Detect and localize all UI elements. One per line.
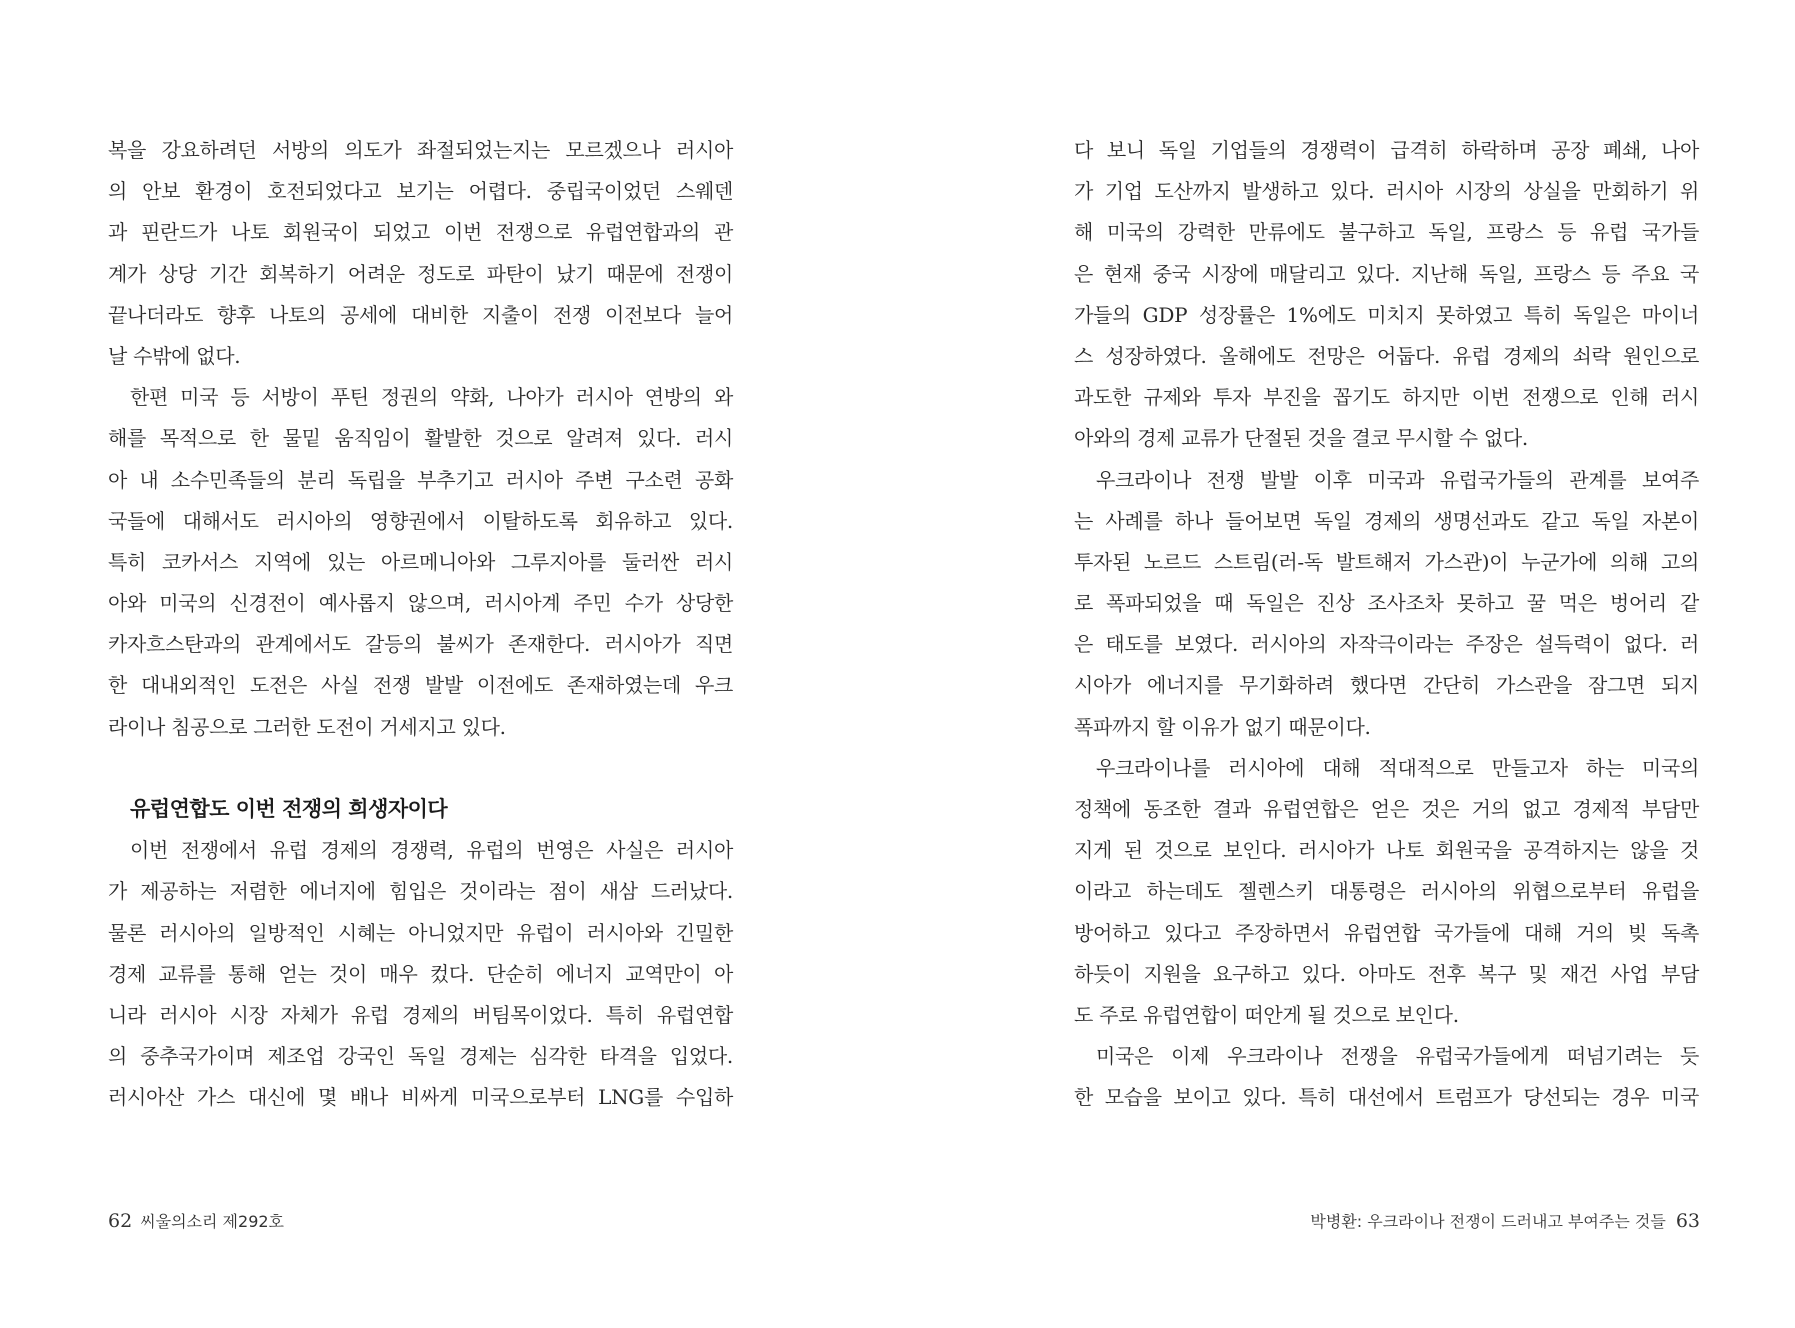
publication-title: 씨울의소리 제292호 — [140, 1212, 285, 1231]
text-line: 가 제공하는 저렴한 에너지에 힘입은 것이라는 점이 새삼 드러났다. — [108, 879, 733, 904]
text-line: 한편 미국 등 서방이 푸틴 정권의 약화, 나아가 러시아 연방의 와 — [130, 385, 733, 410]
text-line: 는 사례를 하나 들어보면 독일 경제의 생명선과도 같고 독일 자본이 — [1074, 508, 1699, 533]
text-line: 한 대내외적인 도전은 사실 전쟁 발발 이전에도 존재하였는데 우크 — [108, 673, 733, 698]
text-line: 이라고 하는데도 젤렌스키 대통령은 러시아의 위협으로부터 유럽을 — [1074, 879, 1699, 904]
text-line: 우크라이나 전쟁 발발 이후 미국과 유럽국가들의 관계를 보여주 — [1096, 467, 1699, 492]
text-line: 카자흐스탄과의 관계에서도 갈등의 불씨가 존재한다. 러시아가 직면 — [108, 632, 733, 657]
text-line: 계가 상당 기간 회복하기 어려운 정도로 파탄이 났기 때문에 전쟁이 — [108, 261, 733, 286]
text-line: 해 미국의 강력한 만류에도 불구하고 독일, 프랑스 등 유럽 국가들 — [1074, 220, 1699, 245]
page-number: 62 — [108, 1210, 133, 1232]
text-line: 과 핀란드가 나토 회원국이 되었고 이번 전쟁으로 유럽연합과의 관 — [108, 220, 733, 245]
text-line: 특히 코카서스 지역에 있는 아르메니아와 그루지아를 둘러싼 러시 — [108, 549, 733, 574]
text-line: 한 모습을 보이고 있다. 특히 대선에서 트럼프가 당선되는 경우 미국 — [1074, 1085, 1699, 1110]
text-line: 은 태도를 보였다. 러시아의 자작극이라는 주장은 설득력이 없다. 러 — [1074, 632, 1699, 657]
text-line: 다 보니 독일 기업들의 경쟁력이 급격히 하락하며 공장 폐쇄, 나아 — [1074, 138, 1699, 162]
text-line: 라이나 침공으로 그러한 도전이 거세지고 있다. — [108, 714, 506, 739]
text-line: 투자된 노르드 스트림(러-독 발트해저 가스관)이 누군가에 의해 고의 — [1074, 549, 1699, 574]
text-line: 러시아산 가스 대신에 몇 배나 비싸게 미국으로부터 LNG를 수입하 — [108, 1085, 733, 1110]
text-line: 해를 목적으로 한 물밑 움직임이 활발한 것으로 알려져 있다. 러시 — [108, 426, 733, 451]
text-line: 과도한 규제와 투자 부진을 꼽기도 하지만 이번 전쟁으로 인해 러시 — [1074, 385, 1699, 410]
paragraph-gap — [108, 748, 733, 789]
text-line: 방어하고 있다고 주장하면서 유럽연합 국가들에 대해 거의 빚 독촉 — [1074, 920, 1699, 945]
text-line: 가들의 GDP 성장률은 1%에도 미치지 못하였고 특히 독일은 마이너 — [1074, 302, 1699, 327]
text-line: 아와 미국의 신경전이 예사롭지 않으며, 러시아계 주민 수가 상당한 — [108, 591, 733, 616]
text-line: 우크라이나를 러시아에 대해 적대적으로 만들고자 하는 미국의 — [1096, 755, 1699, 780]
text-line: 폭파까지 할 이유가 없기 때문이다. — [1074, 714, 1371, 739]
text-line: 복을 강요하려던 서방의 의도가 좌절되었는지는 모르겠으나 러시아 — [108, 138, 733, 162]
text-line: 물론 러시아의 일방적인 시혜는 아니었지만 유럽이 러시아와 긴밀한 — [108, 920, 733, 945]
text-line: 미국은 이제 우크라이나 전쟁을 유럽국가들에게 떠넘기려는 듯 — [1096, 1044, 1699, 1069]
text-line: 아 내 소수민족들의 분리 독립을 부추기고 러시아 주변 구소련 공화 — [108, 467, 733, 492]
right-page-footer — [1310, 1206, 1700, 1236]
text-line: 경제 교류를 통해 얻는 것이 매우 컸다. 단순히 에너지 교역만이 아 — [108, 961, 733, 986]
text-line: 의 안보 환경이 호전되었다고 보기는 어렵다. 중립국이었던 스웨덴 — [108, 179, 733, 204]
text-line: 정책에 동조한 결과 유럽연합은 얻은 것은 거의 없고 경제적 부담만 — [1074, 797, 1699, 821]
text-line: 시아가 에너지를 무기화하려 했다면 간단히 가스관을 잠그면 되지 — [1074, 673, 1699, 698]
left-page-text — [108, 130, 733, 1119]
text-line: 로 폭파되었을 때 독일은 진상 조사조차 못하고 꿀 먹은 벙어리 같 — [1074, 591, 1699, 616]
text-line: 하듯이 지원을 요구하고 있다. 아마도 전후 복구 및 재건 사업 부담 — [1074, 961, 1699, 986]
text-line: 스 성장하였다. 올해에도 전망은 어둡다. 유럽 경제의 쇠락 원인으로 — [1074, 343, 1699, 368]
text-line: 가 기업 도산까지 발생하고 있다. 러시아 시장의 상실을 만회하기 위 — [1074, 179, 1699, 204]
text-line: 도 주로 유럽연합이 떠안게 될 것으로 보인다. — [1074, 1002, 1459, 1027]
left-page-footer — [108, 1206, 284, 1236]
text-line: 아와의 경제 교류가 단절된 것을 결코 무시할 수 없다. — [1074, 426, 1528, 451]
page-number: 63 — [1675, 1210, 1700, 1232]
text-line: 끝나더라도 향후 나토의 공세에 대비한 지출이 전쟁 이전보다 늘어 — [108, 302, 733, 327]
text-line: 니라 러시아 시장 자체가 유럽 경제의 버팀목이었다. 특히 유럽연합 — [108, 1002, 733, 1027]
text-line: 국들에 대해서도 러시아의 영향권에서 이탈하도록 회유하고 있다. — [108, 508, 733, 533]
running-title: 박병환: 우크라이나 전쟁이 드러내고 부여주는 것들 — [1310, 1212, 1666, 1231]
right-page — [897, 0, 1795, 1328]
section-heading: 유럽연합도 이번 전쟁의 희생자이다 — [130, 797, 448, 821]
text-line: 의 중추국가이며 제조업 강국인 독일 경제는 심각한 타격을 입었다. — [108, 1044, 733, 1069]
text-line: 은 현재 중국 시장에 매달리고 있다. 지난해 독일, 프랑스 등 주요 국 — [1074, 261, 1699, 286]
text-line: 지게 된 것으로 보인다. 러시아가 나토 회원국을 공격하지는 않을 것 — [1074, 838, 1699, 863]
text-line: 날 수밖에 없다. — [108, 343, 241, 368]
left-page — [0, 0, 897, 1328]
right-page-text — [1074, 130, 1699, 1119]
text-line: 이번 전쟁에서 유럽 경제의 경쟁력, 유럽의 번영은 사실은 러시아 — [130, 838, 733, 863]
